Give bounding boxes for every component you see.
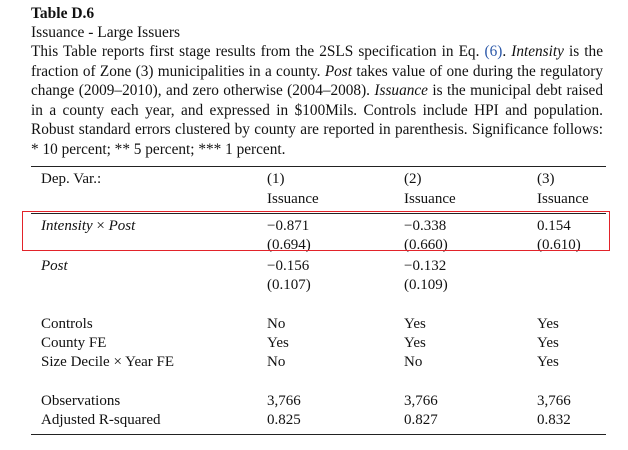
- equation-link[interactable]: (6): [484, 43, 503, 60]
- observations-3: 3,766: [537, 393, 571, 409]
- col-2-number: (2): [404, 171, 422, 187]
- size-decile-1: No: [267, 354, 286, 370]
- county-fe-2: Yes: [404, 335, 426, 351]
- table-subtitle: Issuance - Large Issuers: [31, 24, 181, 41]
- post-se-1: (0.107): [267, 277, 311, 293]
- dep-var-label: Dep. Var.:: [41, 171, 102, 187]
- adj-r2-1: 0.825: [267, 412, 301, 428]
- intensity-post-se-2: (0.660): [404, 237, 448, 253]
- intensity-post-coef-1: −0.871: [267, 218, 310, 234]
- col-1-number: (1): [267, 171, 285, 187]
- size-decile-3: Yes: [537, 354, 559, 370]
- highlight-box-intensity-post: [22, 211, 610, 251]
- intensity-post-se-1: (0.694): [267, 237, 311, 253]
- intensity-post-coef-3: 0.154: [537, 218, 571, 234]
- row-label-adj-r2: Adjusted R-squared: [41, 412, 161, 428]
- table-title: Table D.6: [31, 5, 95, 22]
- col-3-header: Issuance: [537, 191, 589, 207]
- county-fe-1: Yes: [267, 335, 289, 351]
- intensity-post-se-3: (0.610): [537, 237, 581, 253]
- table-page: [31, 4, 606, 428]
- col-1-header: Issuance: [267, 191, 319, 207]
- row-label-intensity-post: Intensity × Post: [41, 218, 136, 234]
- controls-2: Yes: [404, 316, 426, 332]
- adj-r2-3: 0.832: [537, 412, 571, 428]
- intensity-post-coef-2: −0.338: [404, 218, 447, 234]
- controls-3: Yes: [537, 316, 559, 332]
- controls-1: No: [267, 316, 286, 332]
- observations-2: 3,766: [404, 393, 438, 409]
- row-label-size-decile: Size Decile × Year FE: [41, 354, 175, 370]
- row-label-post: Post: [41, 258, 68, 274]
- post-se-2: (0.109): [404, 277, 448, 293]
- table-bottom-rule: [31, 434, 606, 435]
- col-3-number: (3): [537, 171, 555, 187]
- table-caption: This Table reports first stage results from the 2SLS specification in Eq. (6). Intensity is the fraction of Zone (3) municipalities in a county. Post takes value of one during the regulatory change (2009–2010), and zero otherwise (2004–2008). Issuance is the municipal debt raised in a county each year, and expressed in $100Mils. Controls include HPI and population. Robust standard errors clustered by county are reported in parenthesis. Significance follows: * 10 percent; ** 5 percent; *** 1 percent.: [31, 43, 603, 158]
- county-fe-3: Yes: [537, 335, 559, 351]
- table-top-rule: [31, 166, 606, 167]
- row-label-controls: Controls: [41, 316, 93, 332]
- size-decile-2: No: [404, 354, 423, 370]
- adj-r2-2: 0.827: [404, 412, 438, 428]
- post-coef-2: −0.132: [404, 258, 447, 274]
- post-coef-1: −0.156: [267, 258, 310, 274]
- observations-1: 3,766: [267, 393, 301, 409]
- row-label-county-fe: County FE: [41, 335, 107, 351]
- col-2-header: Issuance: [404, 191, 456, 207]
- row-label-observations: Observations: [41, 393, 121, 409]
